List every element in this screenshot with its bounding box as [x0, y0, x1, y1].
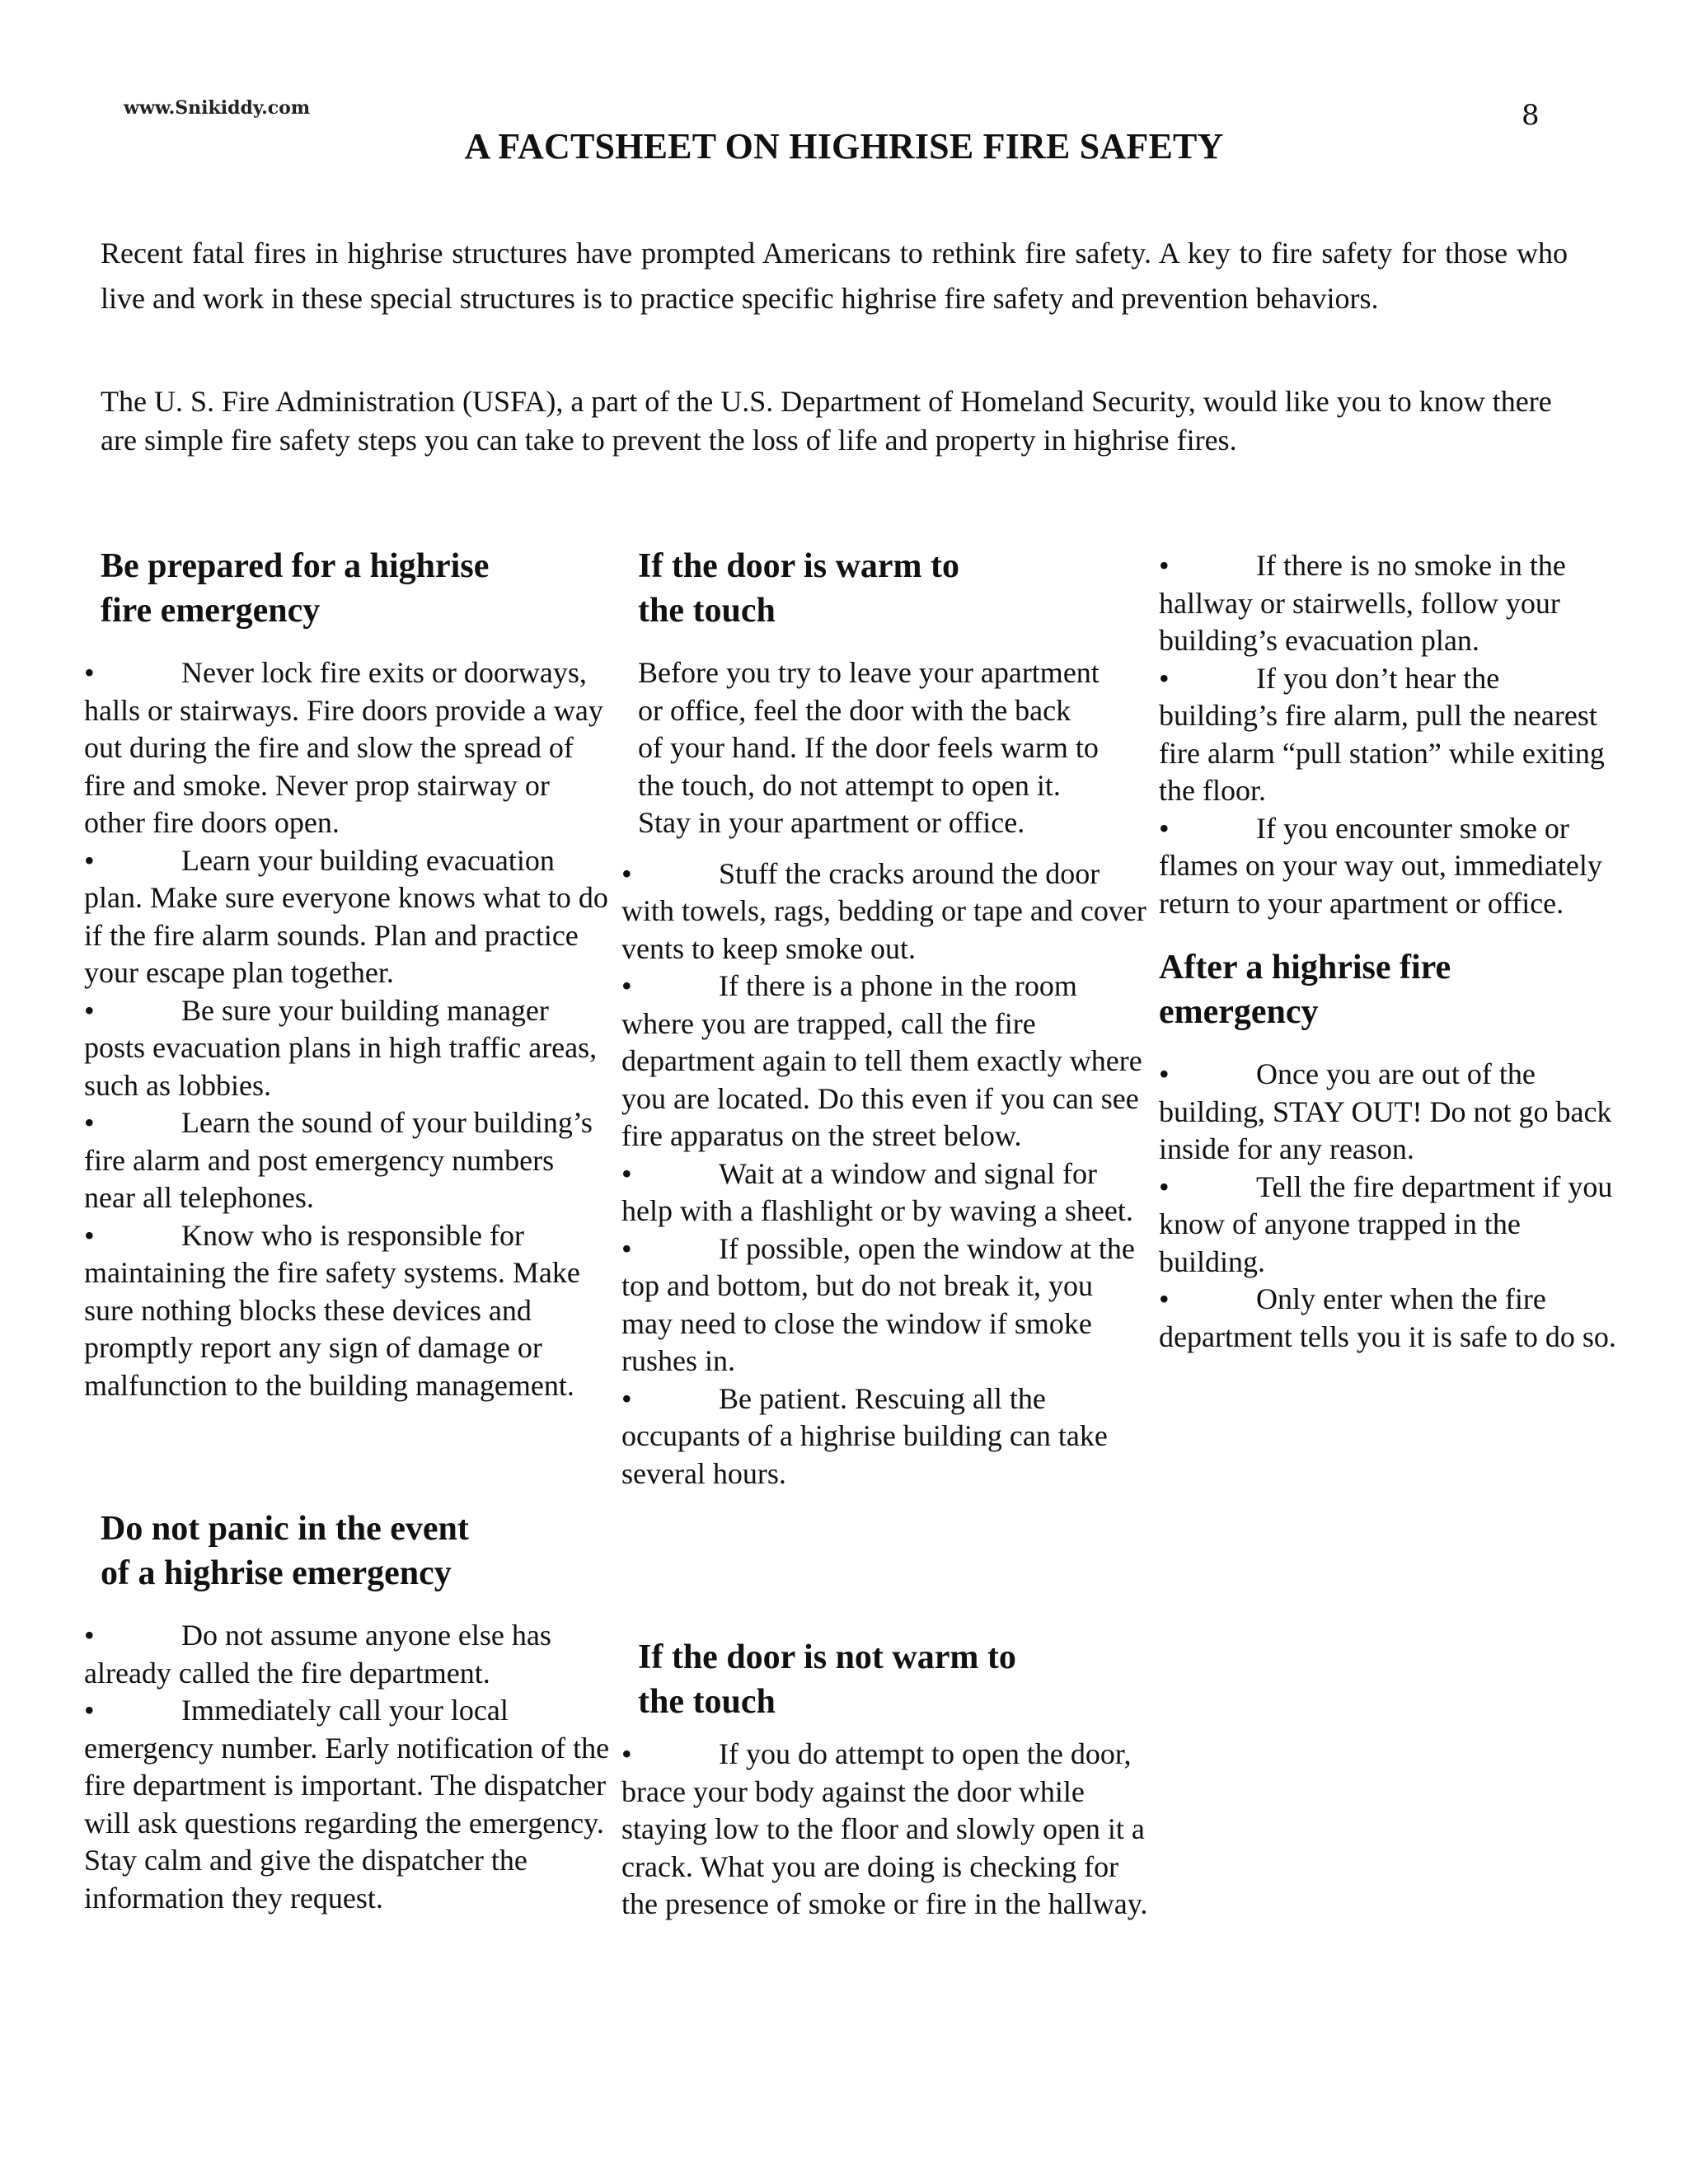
bullet-icon: • [1159, 549, 1170, 582]
heading-door-not-warm [621, 1635, 1149, 1724]
list-item [1159, 810, 1620, 923]
bullet-icon: • [621, 856, 632, 890]
heading-do-not-panic [84, 1507, 612, 1596]
bullet-icon: • [84, 1106, 95, 1139]
list-item-text: Immediately call your local emergency number. Early notification of the fire department is important. The dispatcher will ask questions regarding the emergency. Stay calm and give the dispatcher the information they request. [84, 1694, 610, 1915]
list-item [621, 855, 1149, 968]
bullet-icon: • [621, 1231, 632, 1265]
column-1-lower [84, 1507, 612, 1917]
list-item [84, 654, 612, 842]
bullet-icon: • [84, 1694, 95, 1727]
list-item [1159, 1169, 1620, 1282]
list-item-text: If you don’t hear the building’s fire alarm, pull the nearest fire alarm “pull station” while exiting the floor. [1159, 661, 1605, 807]
list-item-text: Learn your building evacuation plan. Make sure everyone knows what to do if the fire alarm sounds. Plan and practice your escape plan together. [84, 843, 608, 989]
heading-after-fire [1159, 945, 1620, 1034]
bullet-list-be-prepared [84, 654, 612, 1404]
list-item [1159, 1281, 1620, 1356]
intro-paragraph-1: Recent fatal fires in highrise structures have prompted Americans to rethink fire safety. A key to fire safety for those who live and work in these special structures is to practice specific highrise fire safety and prevention behaviors. [101, 237, 1568, 315]
column-2-lower [621, 1635, 1149, 1924]
column-1 [84, 544, 612, 1404]
bullet-icon: • [1159, 1057, 1170, 1090]
list-item-text: If you do attempt to open the door, brace your body against the door while staying low to the floor and slowly open it a crack. What you are doing is checking for the presence of smoke or fire in the hallway. [621, 1737, 1148, 1920]
list-item-text: If there is a phone in the room where you are trapped, call the fire department again to tell them exactly where you are located. Do this even if you can see fire apparatus on the street below. [621, 969, 1142, 1152]
heading-line: the touch [638, 592, 776, 630]
list-item [621, 968, 1149, 1155]
list-item-text: Tell the fire department if you know of anyone trapped in the building. [1159, 1169, 1613, 1278]
list-item-text: Only enter when the fire department tells you it is safe to do so. [1159, 1282, 1616, 1353]
heading-line: If the door is not warm to [638, 1638, 1016, 1676]
bullet-icon: • [1159, 1169, 1170, 1203]
list-item-text: Wait at a window and signal for help with a flashlight or by waving a sheet. [621, 1156, 1133, 1227]
heading-line: of a highrise emergency [101, 1554, 452, 1592]
heading-door-warm [621, 544, 1149, 633]
list-item [84, 1692, 612, 1917]
list-item-text: Once you are out of the building, STAY OUT! Do not go back inside for any reason. [1159, 1057, 1612, 1165]
list-item [621, 1230, 1149, 1380]
intro-paragraph-2: The U. S. Fire Administration (USFA), a part of the U.S. Department of Homeland Security, would like you to know there are simple fire safety steps you can take to prevent the loss of life and property in highrise fires. [101, 385, 1552, 457]
list-item-text: If there is no smoke in the hallway or stairwells, follow your building’s evacuation plan. [1159, 549, 1566, 657]
bullet-icon: • [84, 1218, 95, 1252]
bullet-icon: • [1159, 661, 1170, 695]
bullet-icon: • [621, 1381, 632, 1415]
column-3 [1159, 547, 1620, 1356]
bullet-list-after-fire [1159, 1056, 1620, 1356]
list-item [621, 1736, 1149, 1924]
list-item [1159, 1056, 1620, 1169]
list-item [84, 842, 612, 992]
list-item-text: Learn the sound of your building’s fire alarm and post emergency numbers near all telephones. [84, 1106, 593, 1214]
heading-line: the touch [638, 1683, 776, 1721]
heading-line: Be prepared for a highrise [101, 547, 490, 585]
list-item [84, 1617, 612, 1692]
heading-line: fire emergency [101, 592, 321, 630]
list-item-text: If you encounter smoke or flames on your way out, immediately return to your apartment or office. [1159, 811, 1602, 920]
list-item [1159, 547, 1620, 660]
list-item-text: Be patient. Rescuing all the occupants of a highrise building can take several hours. [621, 1381, 1108, 1490]
heading-line: After a highrise fire [1159, 949, 1451, 987]
column-2 [621, 544, 1149, 1493]
page-title: A FACTSHEET ON HIGHRISE FIRE SAFETY [464, 126, 1224, 166]
heading-line: emergency [1159, 993, 1319, 1031]
list-item [84, 1217, 612, 1405]
list-item-text: Be sure your building manager posts evacuation plans in high traffic areas, such as lobbies. [84, 993, 598, 1102]
bullet-icon: • [84, 656, 95, 689]
bullet-icon: • [84, 1619, 95, 1652]
list-item [621, 1155, 1149, 1230]
bullet-list-exit [1159, 547, 1620, 922]
bullet-list-door-warm [621, 855, 1149, 1493]
heading-line: Do not panic in the event [101, 1510, 469, 1548]
heading-be-prepared [84, 544, 612, 633]
list-item-text: Stuff the cracks around the door with towels, rags, bedding or tape and cover vents to keep smoke out. [621, 856, 1146, 965]
list-item [621, 1380, 1149, 1493]
page-number: 8 [1522, 99, 1540, 132]
bullet-icon: • [621, 1156, 632, 1190]
list-item [84, 992, 612, 1105]
list-item-text: Do not assume anyone else has already called the fire department. [84, 1619, 551, 1690]
heading-line: If the door is warm to [638, 547, 960, 585]
bullet-icon: • [84, 993, 95, 1027]
list-item-text: If possible, open the window at the top and bottom, but do not break it, you may need to close the window if smoke rushes in. [621, 1231, 1135, 1377]
list-item [1159, 660, 1620, 810]
list-item [84, 1104, 612, 1217]
bullet-list-do-not-panic [84, 1617, 612, 1917]
bullet-icon: • [621, 969, 632, 1002]
bullet-icon: • [621, 1737, 632, 1770]
list-item-text: Know who is responsible for maintaining the fire safety systems. Make sure nothing blocks these devices and promptly report any sign of damage or malfunction to the building management. [84, 1218, 580, 1402]
list-item-text: Never lock fire exits or doorways, halls or stairways. Fire doors provide a way out during the fire and slow the spread of fire and smoke. Never prop stairway or other fire doors open. [84, 656, 603, 839]
website-url: www.Snikiddy.com [124, 97, 311, 119]
bullet-list-door-not-warm [621, 1736, 1149, 1924]
bullet-icon: • [84, 843, 95, 877]
door-warm-paragraph: Before you try to leave your apartment or office, feel the door with the back of your hand. If the door feels warm to the touch, do not attempt to open it. Stay in your apartment or office. [638, 656, 1100, 839]
bullet-icon: • [1159, 1282, 1170, 1315]
bullet-icon: • [1159, 811, 1170, 845]
